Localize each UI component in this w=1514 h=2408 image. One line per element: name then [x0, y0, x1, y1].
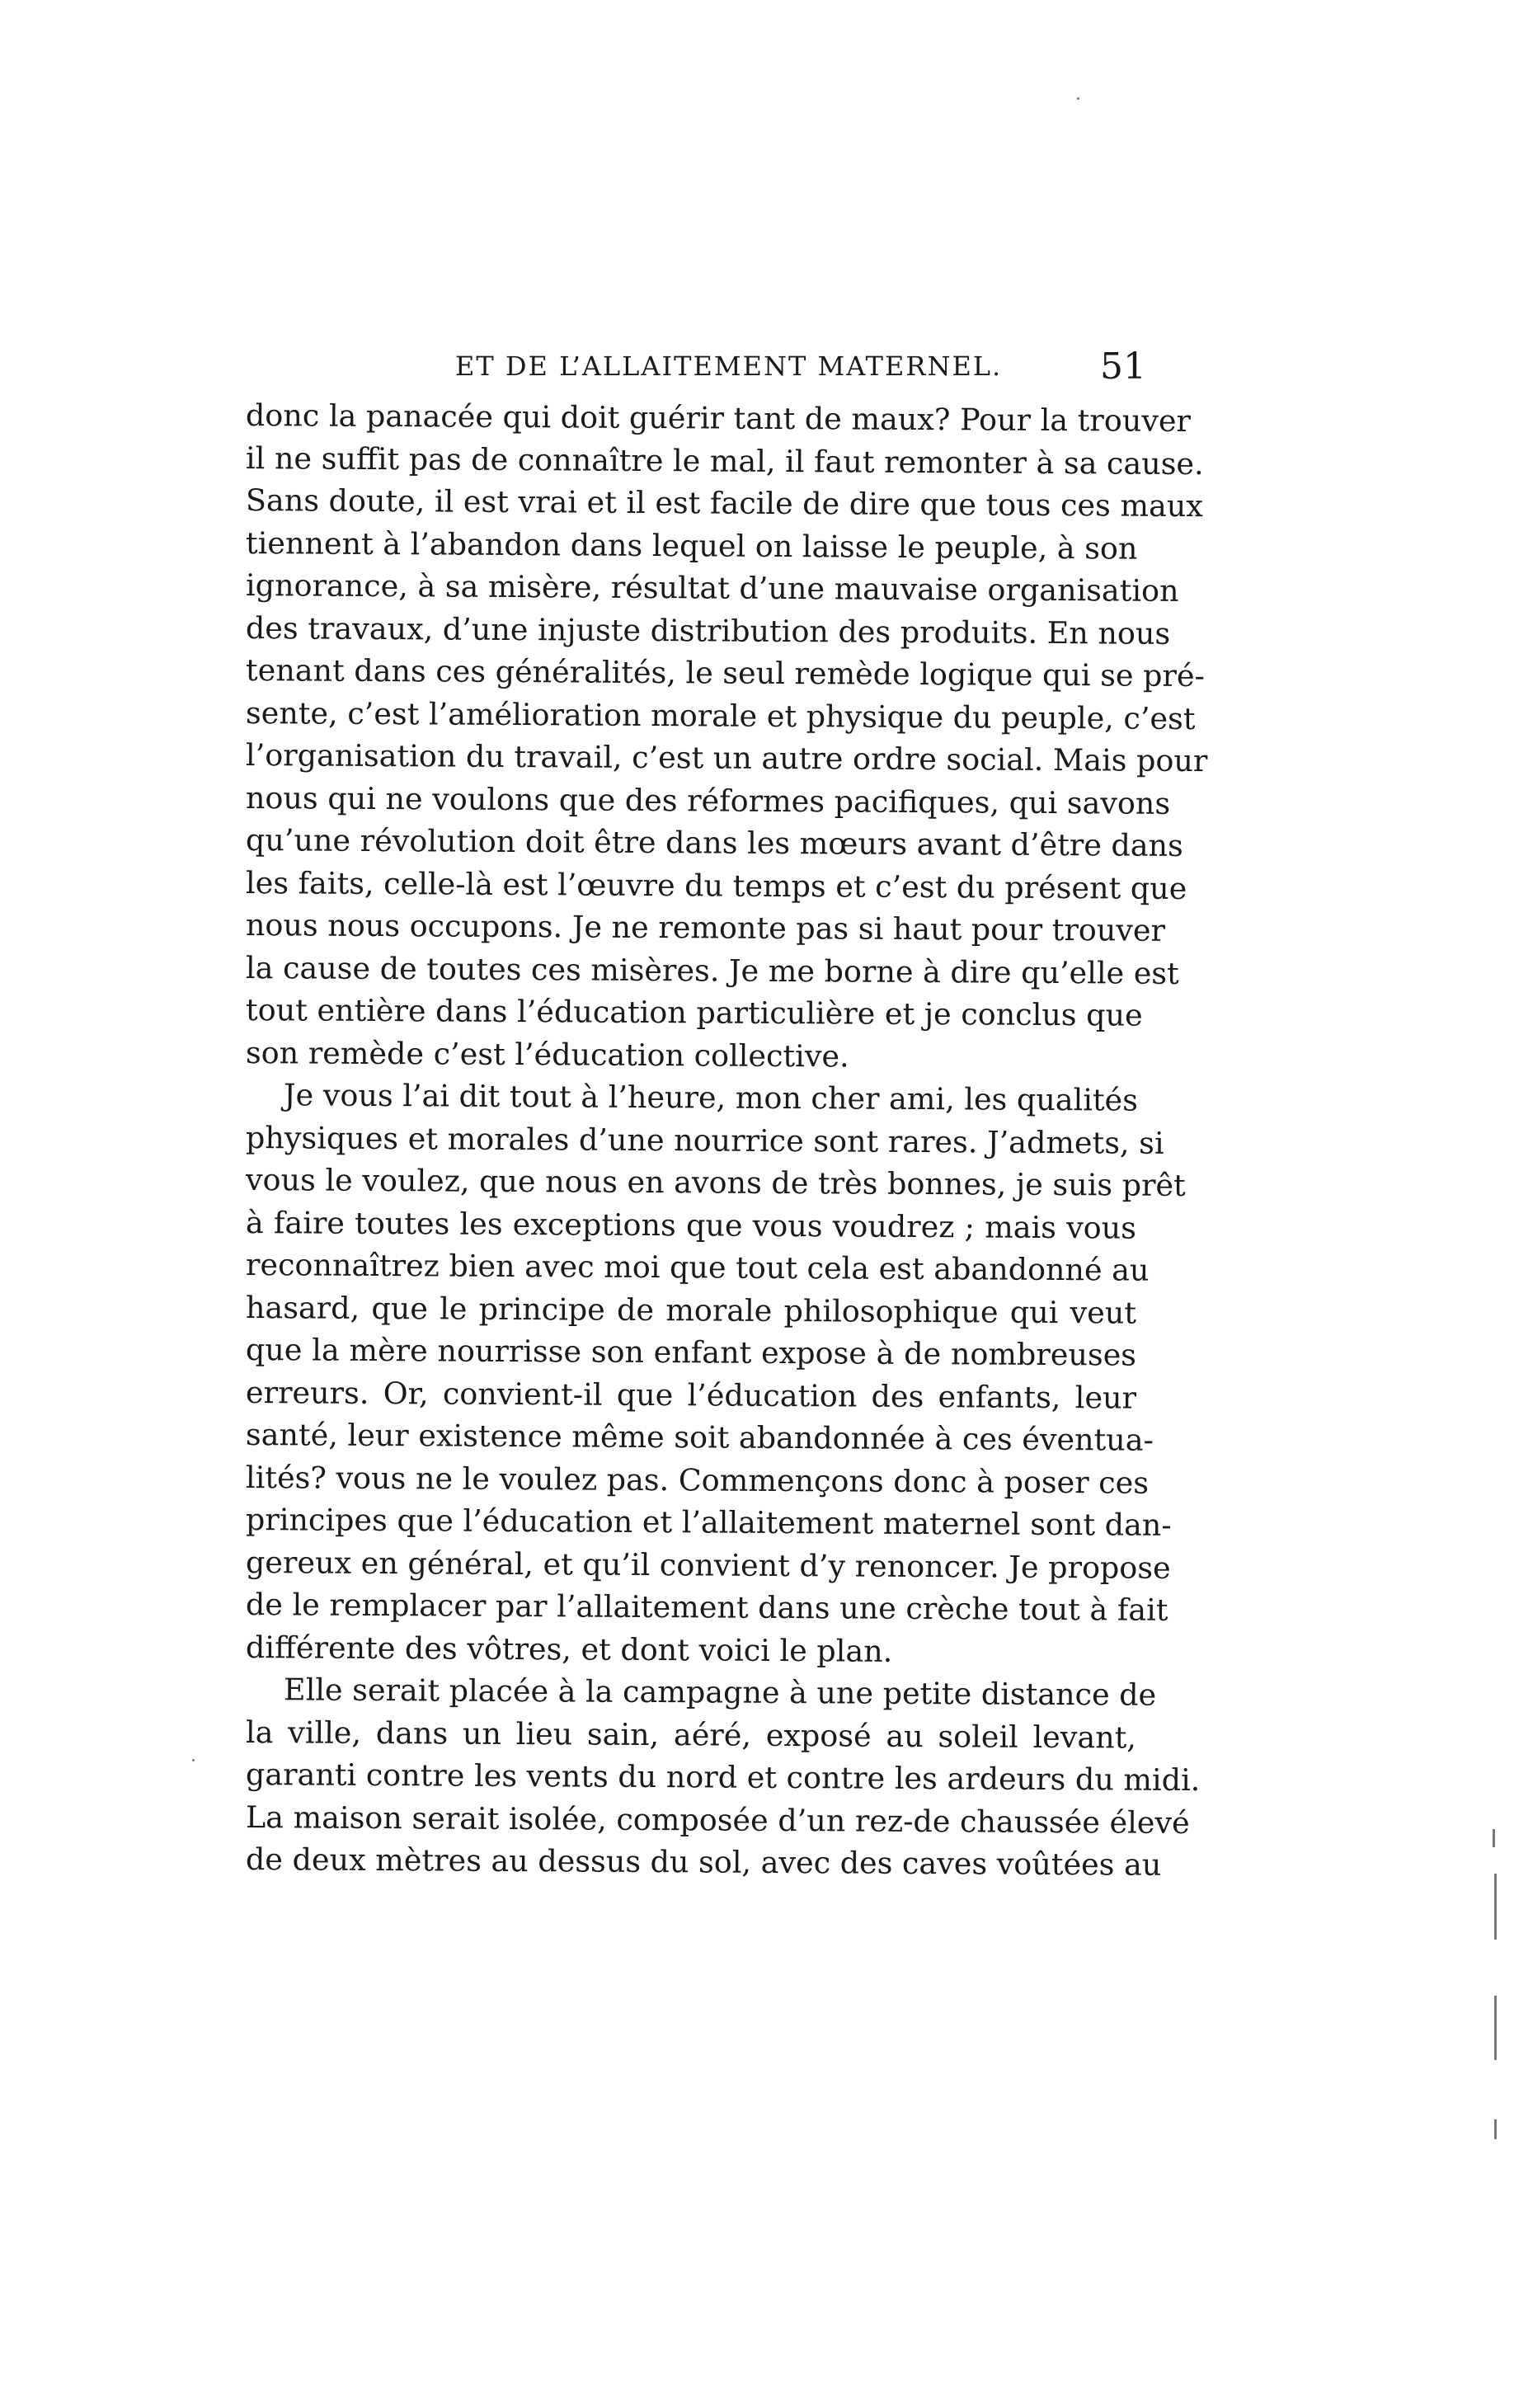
paragraph-first-line: Je vous l’ai dit tout à l’heure, mon cher ami, les qualités	[283, 1077, 1139, 1118]
text-line: tiennent à l’abandon dans lequel on laisse le peuple, à son	[245, 524, 1138, 567]
text-line: erreurs. Or, convient-il que l’éducation des enfants, leur	[245, 1374, 1137, 1416]
scan-mark	[1494, 1874, 1497, 1940]
text-line: il ne suffit pas de connaître le mal, il faut remonter à sa cause.	[245, 440, 1204, 482]
text-line: garanti contre les vents du nord et contre les ardeurs du midi.	[245, 1757, 1201, 1799]
text-line: physiques et morales d’une nourrice sont rares. J’admets, si	[245, 1119, 1164, 1161]
scan-mark	[1494, 2119, 1497, 2139]
paragraph-first-line: Elle serait placée à la campagne à une petite distance de	[283, 1672, 1157, 1713]
running-title: ET DE L’ALLAITEMENT MATERNEL.	[455, 350, 1003, 382]
paragraph-end-line: différente des vôtres, et dont voici le plan.	[245, 1629, 893, 1669]
page-header	[247, 346, 1146, 400]
text-line: donc la panacée qui doit guérir tant de maux? Pour la trouver	[245, 397, 1192, 439]
text-line: nous qui ne voulons que des réformes pacifiques, qui savons	[245, 779, 1171, 821]
text-line: que la mère nourrisse son enfant expose à de nombreuses	[245, 1332, 1137, 1373]
text-line: la ville, dans un lieu sain, aéré, exposé au soleil levant,	[245, 1714, 1137, 1756]
text-line: principes que l’éducation et l’allaitement maternel sont dan-	[245, 1502, 1172, 1543]
text-line: de le remplacer par l’allaitement dans une crèche tout à fait	[245, 1587, 1168, 1628]
scan-mark	[1077, 97, 1079, 100]
text-line: tenant dans ces généralités, le seul remède logique qui se pré-	[245, 652, 1206, 694]
text-line: qu’une révolution doit être dans les mœurs avant d’être dans	[245, 822, 1184, 863]
text-line: La maison serait isolée, composée d’un rez-de chaussée élevé	[245, 1799, 1190, 1841]
text-line: vous le voulez, que nous en avons de très bonnes, je suis prêt	[245, 1162, 1186, 1203]
text-line: ignorance, à sa misère, résultat d’une mauvaise organisation	[245, 567, 1179, 609]
text-line: nous nous occupons. Je ne remonte pas si haut pour trouver	[245, 907, 1166, 948]
text-line: reconnaîtrez bien avec moi que tout cela est abandonné au	[245, 1247, 1150, 1288]
text-line: gereux en général, et qu’il convient d’y renoncer. Je propose	[245, 1544, 1171, 1586]
paragraph-end-line: son remède c’est l’éducation collective.	[245, 1034, 849, 1074]
text-line: lités? vous ne le voulez pas. Commençons donc à poser ces	[245, 1459, 1150, 1501]
text-line: à faire toutes les exceptions que vous voudrez ; mais vous	[245, 1204, 1137, 1246]
text-line: santé, leur existence même soit abandonnée à ces éventua-	[245, 1417, 1154, 1458]
text-line: des travaux, d’une injuste distribution des produits. En nous	[245, 609, 1171, 651]
page-number: 51	[1100, 346, 1146, 388]
text-line: de deux mètres au dessus du sol, avec des caves voûtées au	[245, 1841, 1162, 1883]
text-line: l’organisation du travail, c’est un autre ordre social. Mais pour	[245, 737, 1208, 779]
text-line: les faits, celle-là est l’œuvre du temps et c’est du présent que	[245, 864, 1187, 906]
text-line: la cause de toutes ces misères. Je me borne à dire qu’elle est	[245, 949, 1179, 991]
scan-mark	[1493, 1829, 1495, 1847]
text-line: Sans doute, il est vrai et il est facile de dire que tous ces maux	[245, 482, 1204, 524]
text-line: sente, c’est l’amélioration morale et physique du peuple, c’est	[245, 694, 1196, 736]
body-text	[245, 394, 1208, 1883]
text-line: tout entière dans l’éducation particulière et je conclus que	[245, 992, 1143, 1033]
text-line: hasard, que le principe de morale philosophique qui veut	[245, 1289, 1137, 1331]
scan-mark	[1494, 1996, 1497, 2060]
scan-mark	[192, 1759, 195, 1761]
